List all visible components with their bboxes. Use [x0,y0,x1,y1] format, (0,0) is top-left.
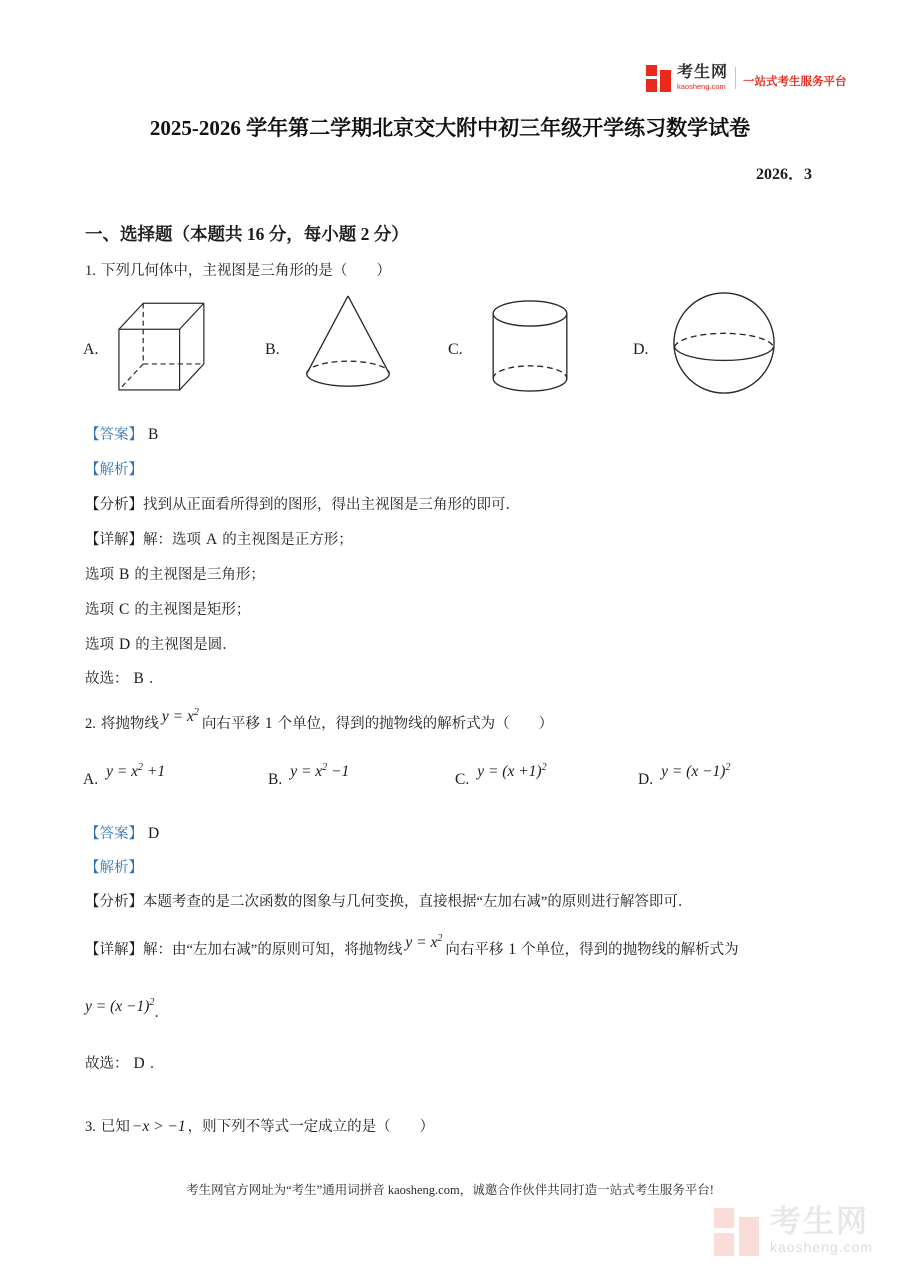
logo-tagline: 一站式考生服务平台 [743,76,847,88]
section-heading: 一、选择题（本题共 16 分，每小题 2 分） [85,224,409,244]
q2-conclusion-line: 故选： D ． [85,1055,165,1072]
q1-jiexi-line [85,458,143,479]
q2-option-c-math: $y = (x +1)^2$ [477,762,547,781]
q2-option-a-label: A. [83,771,99,789]
q1-option-a-label: A. [83,341,99,358]
q1-detail-line-b: 选项 B 的主视图是三角形； [85,566,265,583]
q2-formula-line [85,995,169,1021]
q2-formula-math: $y = (x -1)^2$ [85,996,155,1015]
question-2-number: 2. [85,716,96,732]
question-2-stem: 2. 将抛物线 $y = x^2$向右平移 1 个单位，得到的抛物线的解析式为（ ） [85,706,554,732]
q1-answer-tag: 【答案】 [85,427,143,443]
kaosheng-logo-icon [646,65,672,92]
q2-option-a [83,762,166,789]
watermark-site-text: kaosheng.com [770,1239,874,1255]
question-1-number: 1. [85,263,96,279]
sphere-figure [670,289,778,397]
q1-detail-line-d: 选项 D 的主视图是圆． [85,636,237,653]
q2-jiexi-tag: 【解析】 [85,860,143,876]
q2-option-b-label: B. [268,771,283,789]
logo-site-text: kaosheng.com [677,82,726,92]
q2-option-d-math: $y = (x -1)^2$ [661,762,731,781]
q2-detail-line: 【详解】解：由“左加右减”的原则可知，将抛物线 $y = x^2$向右平移 1 个单位，得到的抛物线的解析式为 [85,932,739,958]
q1-answer-line [85,423,163,444]
q2-option-a-math: $y = x^2 +1$ [106,762,166,781]
q2-answer-line [85,822,164,843]
q1-detail-line-c: 选项 C 的主视图是矩形； [85,601,251,618]
q1-fenxi-line: 【分析】找到从正面看所得到的图形，得出主视图是三角形的即可． [85,497,520,513]
q2-fenxi-line: 【分析】本题考查的是二次函数的图象与几何变换，直接根据“左加右减”的原则进行解答即可． [85,894,693,910]
q1-fenxi-tag: 【分析】 [85,497,143,513]
watermark-logo-icon [714,1206,762,1256]
q2-option-c [455,762,547,789]
watermark-brand-text: 考生网 [770,1204,869,1239]
logo-divider [735,67,736,89]
q2-xiangjie-tag: 【详解】 [85,942,143,958]
q2-option-d [638,762,731,789]
q2-stem-math: $y = x^2$ [161,706,199,725]
q1-detail-line-a: 【详解】解：选项 A 的主视图是正方形； [85,531,353,548]
q1-option-b-label: B. [265,341,280,358]
question-3-number: 3. [85,1119,96,1135]
kaosheng-logo [646,60,847,96]
q2-answer-value: D [148,825,160,842]
q3-stem-math: −x > −1 [131,1118,186,1135]
q2-jiexi-line [85,856,143,877]
q2-option-d-label: D. [638,771,654,789]
logo-brand-text: 考生网 [677,64,729,82]
q2-option-b [268,762,350,789]
q2-option-c-label: C. [455,771,470,789]
kaosheng-watermark [714,1206,873,1256]
exam-date: 2026．3 [755,166,812,183]
q2-option-b-math: $y = x^2 -1$ [290,762,350,781]
question-3-stem: 3. 已知 −x > −1 ，则下列不等式一定成立的是（ ） [85,1118,435,1135]
q1-xiangjie-tag: 【详解】 [85,532,143,548]
q2-answer-tag: 【答案】 [85,826,143,842]
q1-jiexi-tag: 【解析】 [85,462,143,478]
q2-fenxi-tag: 【分析】 [85,894,143,910]
q1-option-c-label: C. [448,341,463,358]
cone-figure [300,291,396,393]
footer-text: 考生网官方网址为“考生”通用词拼音 kaosheng.com，诚邀合作伙伴共同打造一站式考生服务平台! [186,1183,714,1197]
cube-figure [112,296,216,392]
q2-formula-period: ． [154,1005,169,1021]
q1-answer-value: B [148,426,159,443]
question-1-stem: 1. 下列几何体中，主视图是三角形的是（ ） [85,263,391,279]
exam-title: 2025-2026 学年第二学期北京交大附中初三年级开学练习数学试卷 [149,116,751,140]
q2-detail-math: $y = x^2$ [405,932,443,951]
cylinder-figure [486,298,574,393]
q1-option-d-label: D. [633,341,649,358]
q1-conclusion-line: 故选： B ． [85,670,164,687]
